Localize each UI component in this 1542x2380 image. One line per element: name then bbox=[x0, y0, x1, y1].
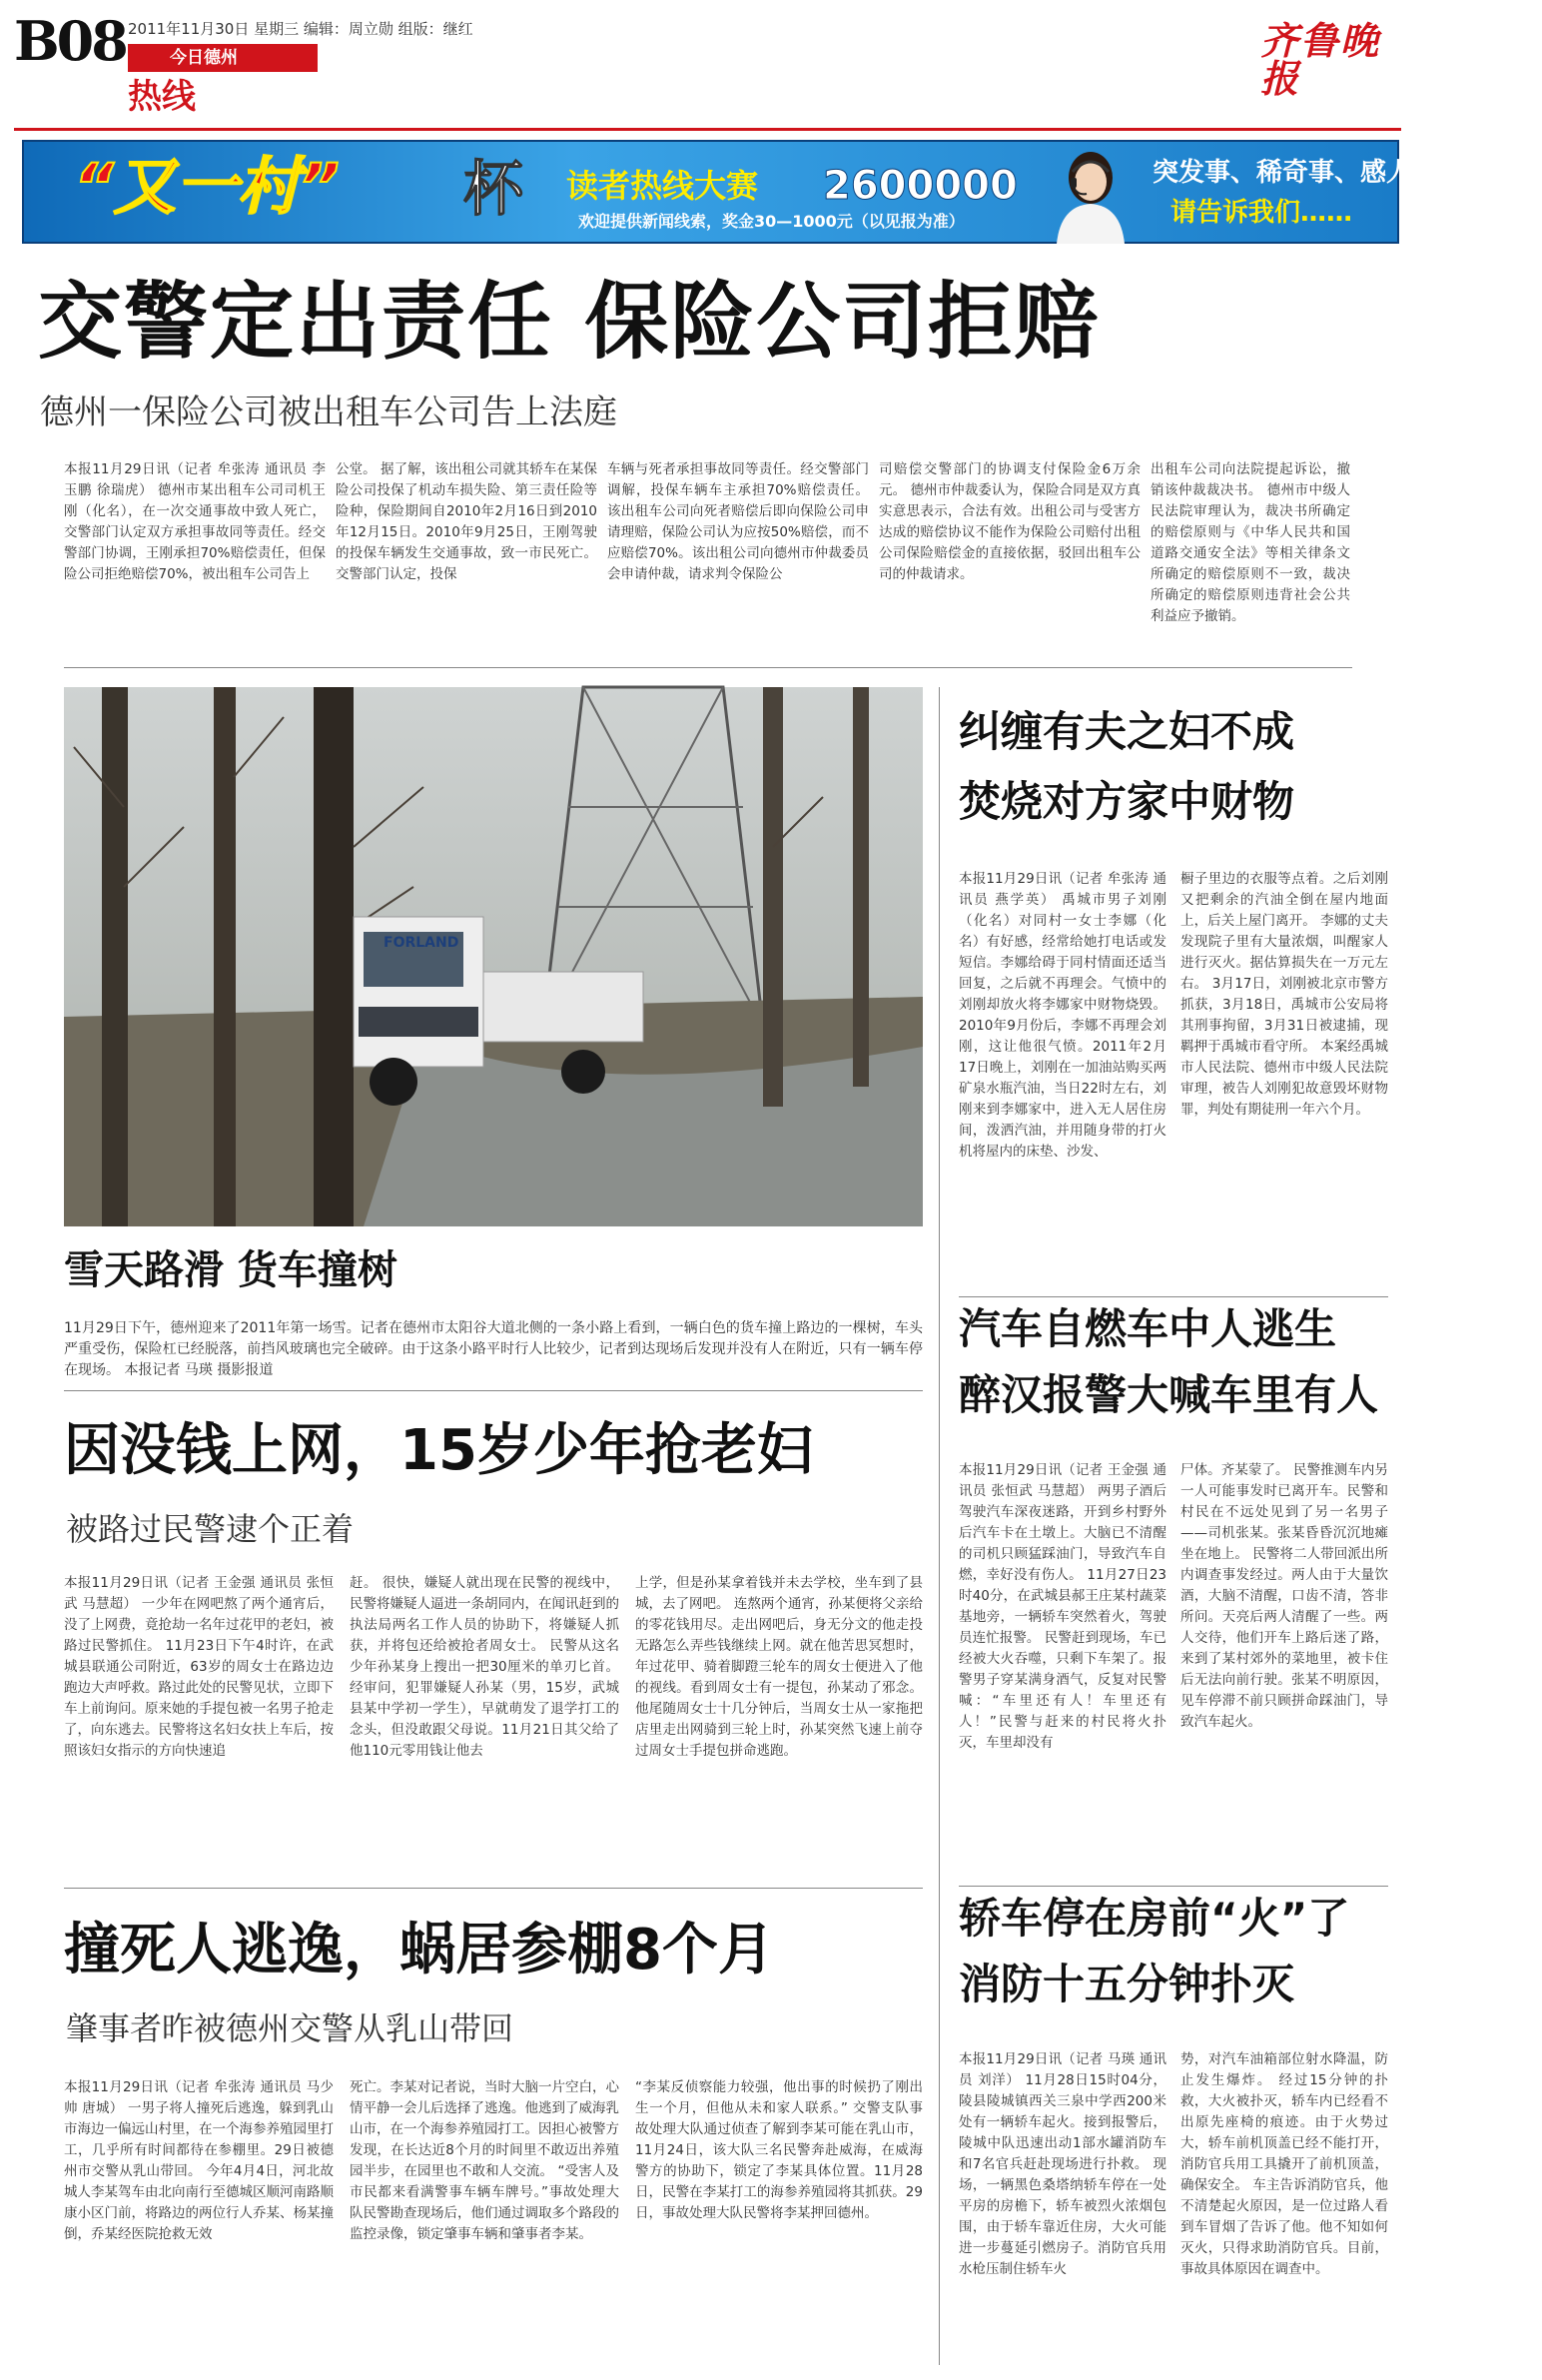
entangle-col-1: 本报11月29日讯（记者 牟张涛 通讯员 燕学英） 禹城市男子刘刚（化名）对同村一女士李娜（化名）有好感，经常给她打电话或发短信。李娜给碍于同村情面还适当回复，之后就不再理会。气愤中的刘刚却放火将李娜家中财物烧毁。 2010年9月份后，李娜不再理会刘刚，这让他很气愤。2011年2月17日晚上，刘刚在一加油站购买两矿泉水瓶汽油，当日22时左右，刘刚来到李娜家中，进入无人居住房间，泼洒汽油，并用随身带的打火机将屋内的床垫、沙发、 bbox=[959, 871, 1166, 1160]
hitrun-col-1: 本报11月29日讯（记者 牟张涛 通讯员 马少帅 唐城） 一男子将人撞死后逃逸，躲到乳山市海边一偏远山村里，在一个海参养殖园里打工，几乎所有时间都待在参棚里。29日被德州市交警从乳山带回。 今年4月4日，河北故城人李某驾车由北向南行至德城区顺河南路顺康小区门前，将路边的两位行人乔某、杨某撞倒，乔某经医院抢救无效 bbox=[64, 2079, 334, 2242]
entangle-headline-line1: 纠缠有夫之妇不成 bbox=[959, 707, 1295, 756]
lead-col-1: 本报11月29日讯（记者 牟张涛 通讯员 李玉鹏 徐瑞虎） 德州市某出租车公司司机王刚（化名），在一次交通事故中致人死亡，交警部门认定双方承担事故同等责任。经交警部门协调，王刚承担70%赔偿责任，但保险公司拒绝赔偿70%，被出租车公司告上 bbox=[64, 461, 326, 582]
banner-right-line1: 突发事、稀奇事、感人事、新鲜事 bbox=[1153, 158, 1542, 188]
newspaper-logo: 齐鲁晚报 bbox=[1260, 18, 1381, 101]
entangle-divider bbox=[959, 1296, 1388, 1297]
robbery-subhead: 被路过民警逮个正着 bbox=[66, 1510, 355, 1548]
hitrun-subhead: 肇事者昨被德州交警从乳山带回 bbox=[66, 2009, 514, 2047]
selfburn-col-1: 本报11月29日讯（记者 王金强 通讯员 张恒武 马慧超） 两男子酒后驾驶汽车深夜迷路，开到乡村野外后汽车卡在土墩上。大脑已不清醒的司机只顾猛踩油门，导致汽车自燃，幸好没有伤人。 11月27日23时40分，在武城县郝王庄某村蔬菜基地旁，一辆轿车突然着火，驾驶员连忙报警。 民警赶到现场，车已经被大火吞噬，只剩下车架了。报警男子穿某满身酒气，反复对民警喊：“车里还有人！车里还有人！”民警与赶来的村民将火扑灭，车里却没有 bbox=[959, 1462, 1166, 1751]
lead-col-5: 出租车公司向法院提起诉讼，撤销该仲裁裁决书。 德州市中级人民法院审理认为，裁决书所确定的赔偿原则与《中华人民共和国道路交通安全法》等相关律条文所确定的赔偿原则不一致，裁决所确定的赔偿原则违背社会公共利益应予撤销。 bbox=[1151, 461, 1350, 624]
lead-col-4: 司赔偿交警部门的协调支付保险金6万余元。 德州市仲裁委认为，保险合同是双方真实意思表示，合法有效。出租公司与受害方达成的赔偿协议不能作为保险公司赔付出租公司保险赔偿金的直接依据，驳回出租车公司的仲裁请求。 bbox=[879, 461, 1141, 582]
lead-divider bbox=[64, 667, 1352, 668]
robbery-col-1: 本报11月29日讯（记者 王金强 通讯员 张恒武 马慧超） 一少年在网吧熬了两个通宵后，没了上网费，竟抢劫一名年过花甲的老妇，被路过民警抓住。 11月23日下午4时许，在武城县联通公司附近，63岁的周女士在路边边跑边大声呼救。路过此处的民警见状，立即下车上前询问。原来她的手提包被一名男子抢走了，向东逃去。民警将这名妇女扶上车后，按照该妇女指示的方向快速追 bbox=[64, 1575, 334, 1759]
lead-col-3: 车辆与死者承担事故同等责任。经交警部门调解，投保车辆车主承担70%赔偿责任。 该出租车公司向死者赔偿后即向保险公司申请理赔，保险公司认为应按50%赔偿，而不应赔偿70%。该出租公司向德州市仲裁委员会申请仲裁，请求判令保险公 bbox=[607, 461, 869, 582]
hitrun-col-3: “李某反侦察能力较强，他出事的时候扔了刚出生一个月，但他从未和家人联系。” 交警支队事故处理大队通过侦查了解到李某可能在乳山市，11月24日，该大队三名民警奔赴威海，在威海警方的协助下，锁定了李某具体位置。11月28日，民警在李某打工的海参养殖园将其抓获。29日，事故处理大队民警将李某押回德州。 bbox=[635, 2079, 923, 2221]
page-meta: 2011年11月30日 星期三 编辑：周立勋 组版：继红 bbox=[128, 20, 473, 38]
page-code: B08 bbox=[14, 9, 126, 73]
carfire-col-1: 本报11月29日讯（记者 马瑛 通讯员 刘洋） 11月28日15时04分，陵县陵城镇西关三泉中学西200米处有一辆轿车起火。接到报警后，陵城中队迅速出动1部水罐消防车和7名官兵赶赴现场进行扑救。 现场，一辆黑色桑塔纳轿车停在一处平房的房檐下，轿车被烈火浓烟包围，由于轿车靠近住房，大火可能进一步蔓延引燃房子。消防官兵用水枪压制住轿车火 bbox=[959, 2051, 1166, 2277]
carfire-headline-line1: 轿车停在房前“火”了 bbox=[959, 1894, 1350, 1943]
hitrun-headline: 撞死人逃逸，蜗居参棚8个月 bbox=[64, 1918, 774, 1983]
banner-cup: 杯 bbox=[463, 155, 523, 225]
selfburn-col-2: 尸体。齐某蒙了。 民警推测车内另一人可能事发时已离开车。民警和村民在不远处见到了另一名男子——司机张某。张某昏昏沉沉地瘫坐在地上。 民警将二人带回派出所内调查事发经过。两人由于大量饮酒，大脑不清醒，口齿不清，答非所问。天亮后两人清醒了一些。两人交待，他们开车上路后迷了路，来到了某村郊外的菜地里，被卡住后无法向前行驶。张某不明原因，见车停滞不前只顾拼命踩油门，导致汽车起火。 bbox=[1180, 1462, 1388, 1730]
right-column-divider bbox=[939, 687, 940, 2365]
lead-col-2: 公堂。 据了解，该出租公司就其轿车在某保险公司投保了机动车损失险、第三责任险等险种，保险期间自2010年2月16日到2010年12月15日。2010年9月25日，王刚驾驶的投保车辆发生交通事故，致一市民死亡。交警部门认定，投保 bbox=[336, 461, 597, 582]
robbery-divider bbox=[64, 1888, 923, 1889]
selfburn-headline-line1: 汽车自燃车中人逃生 bbox=[959, 1304, 1337, 1353]
crashed-truck-image bbox=[64, 687, 923, 1226]
photo-caption: 11月29日下午，德州迎来了2011年第一场雪。记者在德州市太阳谷大道北侧的一条小路上看到，一辆白色的货车撞上路边的一棵树，车头严重受伤，保险杠已经脱落，前挡风玻璃也完全破碎。由于这条小路平时行人比较少，记者到达现场后发现并没有人在附近，只有一辆车停在现场。 本报记者 马瑛 摄影报道 bbox=[64, 1320, 923, 1378]
robbery-col-2: 赶。 很快，嫌疑人就出现在民警的视线中，民警将嫌疑人逼进一条胡同内，在闻讯赶到的执法局两名工作人员的协助下，将嫌疑人抓获，并将包还给被抢者周女士。 民警从这名少年孙某身上搜出一把30厘米的单刃匕首。经审问，犯罪嫌疑人孙某（男，15岁，武城县某中学初一学生），早就萌发了退学打工的念头，但没敢跟父母说。11月21日其父给了他110元零用钱让他去 bbox=[350, 1575, 619, 1759]
selfburn-divider bbox=[959, 1886, 1388, 1887]
banner-contest: 读者热线大赛 bbox=[566, 167, 759, 205]
robbery-col-3: 上学，但是孙某拿着钱并未去学校，坐车到了县城，去了网吧。 连熬两个通宵，孙某便将父亲给的零花钱用尽。走出网吧后，身无分文的他走投无路怎么弄些钱继续上网。就在他苦思冥想时，年过花甲、骑着脚蹬三轮车的周女士便进入了他的视线。看到周女士有一提包，孙某动了邪念。他尾随周女士十几分钟后，当周女士从一家拖把店里走出网骑到三轮上时，孙某突然飞速上前夺过周女士手提包拼命逃跑。 bbox=[635, 1575, 923, 1759]
banner-phone: 2600000 bbox=[823, 163, 1018, 209]
entangle-col-2: 橱子里边的衣服等点着。之后刘刚又把剩余的汽油全倒在屋内地面上，后关上屋门离开。 李娜的丈夫发现院子里有大量浓烟，叫醒家人进行灭火。据估算损失在一万元左右。 3月17日，刘刚被北京市警方抓获，3月18日，禹城市公安局将其刑事拘留，3月31日被逮捕，现羁押于禹城市看守所。 本案经禹城市人民法院、德州市中级人民法院审理，被告人刘刚犯故意毁坏财物罪，判处有期徒刑一年六个月。 bbox=[1180, 871, 1388, 1118]
banner-right-line2: 请告诉我们…… bbox=[1170, 198, 1353, 228]
banner-title: “又一村” bbox=[74, 150, 340, 223]
header-divider bbox=[14, 128, 1401, 131]
accident-photo bbox=[64, 687, 923, 1226]
section-name: 热线 bbox=[128, 77, 196, 117]
section-tag: 今日德州 bbox=[128, 44, 318, 72]
carfire-col-2: 势，对汽车油箱部位射水降温，防止发生爆炸。 经过15分钟的扑救，大火被扑灭，轿车内已经看不出原先座椅的痕迹。由于火势过大，轿车前机顶盖已经不能打开，消防官兵用工具撬开了前机顶盖，确保安全。 车主告诉消防官兵，他不清楚起火原因，是一位过路人看到车冒烟了告诉了他。他不知如何灭火，只得求助消防官兵。目前，事故具体原因在调查中。 bbox=[1180, 2051, 1388, 2277]
banner-subtitle: 欢迎提供新闻线索，奖金30—1000元（以见报为准） bbox=[578, 212, 965, 231]
carfire-headline-line2: 消防十五分钟扑灭 bbox=[959, 1960, 1295, 2008]
robbery-headline: 因没钱上网，15岁少年抢老妇 bbox=[64, 1418, 813, 1483]
hotline-banner bbox=[22, 140, 1542, 244]
truck-brand-label: FORLAND bbox=[384, 935, 459, 951]
hitrun-col-2: 死亡。李某对记者说，当时大脑一片空白，心情平静一会儿后选择了逃逸。他逃到了威海乳山市，在一个海参养殖园打工。因担心被警方发现，在长达近8个月的时间里不敢迈出养殖园半步，在园里也不敢和人交流。 “受害人及市民都来看满警事车辆车牌号。”事故处理大队民警勘查现场后，他们通过调取多个路段的监控录像，锁定肇事车辆和肇事者李某。 bbox=[350, 2079, 619, 2242]
photo-headline: 雪天路滑 货车撞树 bbox=[64, 1247, 397, 1293]
lead-subhead: 德州一保险公司被出租车公司告上法庭 bbox=[40, 393, 617, 432]
lead-headline: 交警定出责任 保险公司拒赔 bbox=[38, 272, 1101, 371]
photo-divider bbox=[64, 1390, 923, 1391]
entangle-headline-line2: 焚烧对方家中财物 bbox=[959, 777, 1295, 826]
selfburn-headline-line2: 醉汉报警大喊车里有人 bbox=[959, 1370, 1379, 1419]
operator-woman-icon bbox=[1043, 144, 1138, 244]
